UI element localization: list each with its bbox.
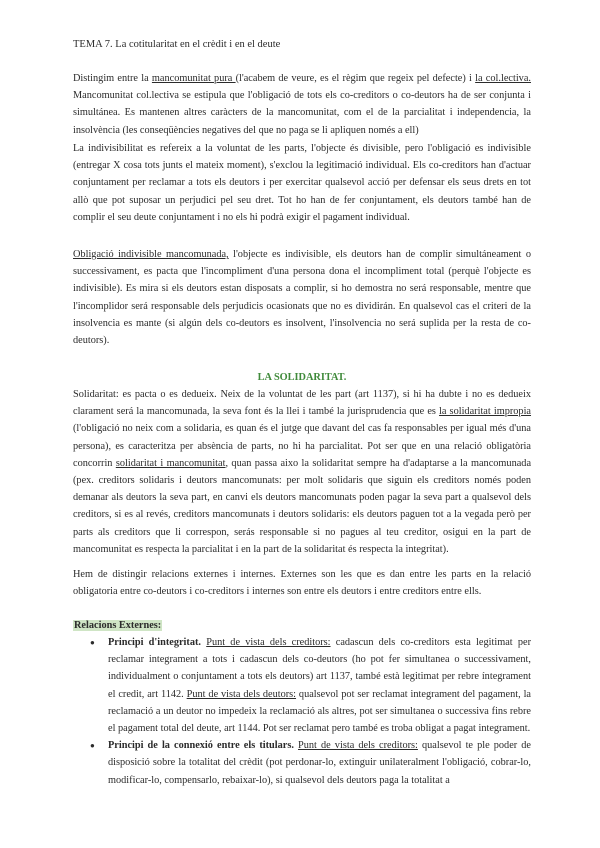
term-mancomunitat-pura: mancomunitat pura — [151, 73, 236, 84]
highlight-relacions-externes: Relacions Externes: — [74, 620, 162, 631]
section-heading-solidaritat: LA SOLIDARITAT. — [257, 372, 347, 383]
term-obligacio-indivisible: Obligació indivisible mancomunada, — [73, 249, 229, 260]
principles-list — [90, 634, 531, 789]
term-solidaritat-mancomunitat: solidaritat i mancomunitat — [115, 457, 226, 469]
paragraph-indivisibilitat: La indivisibilitat es refereix a la voluntat de les parts, l'objecte és divisible, pero l'obligació es indivisible (entregar X cosa tots junts el mateix moment), s'exclou la legitimació individual. Els co-creditors han d'actuar conjuntament per reclamar a tots els deutors i per exercitar qualsevol acció per defensar els seus drets en tot allò que pot suposar un perjudici pel seu dret. Tot ho han de fer conjuntament, els deutors també han de complir el seu deute conjuntament i no els hi podrà exigir el pagament individual. — [73, 143, 531, 223]
term-collectiva: la col.lectiva. — [475, 73, 531, 84]
paragraph-solidaritat: Solidaritat: es pacta o es dedueix. Neix de la voluntat de les part (art 1137), si hi ha dubte i no es dedueix clarament será la mancomunada, la seva font és la llei i també la jurisprudencia que es la solidaritat impropia (l'obligació no neix com a solidaria, es quan és el jutge que davant del cas fa responsables per igual més d'una persona), es caracteritza per absència de parts, no hi ha parcialitat. Pot ser que en una relació obligatòria concorrin solidaritat i mancomunitat, quan passa aixo la solidaritat sempre ha d'adaptarse a la mancomunada (pex. creditors solidaris i deutors mancomunats: per molt solidaris que siguin els creditors només poden demanar als deutors la seva part, en canvi els deutors mancomunats poden pagar la seva part a qualsevol dels creditors, si es al revés, creditors mancomunats i deutors solidaris: els deutors paguen tot a la vegada però per parts als creditors que li correspon, serás responsable si no pagues al teu creditor, osigui en la part de mancomunitat es respecta la parcialitat i en la part de la solidaritat és respecta la integritat). — [73, 389, 532, 555]
paragraph-mancomunitat: Distingim entre la mancomunitat pura (l'acabem de veure, es el règim que regeix pel defecte) i la col.lectiva. Mancomunitat col.lectiva se estipula que l'obligació de tots els co-creditors o co-deutors ha de ser conjunta i simultánea. Es mantenen altres caràcters de la mancomunitat, com el de la parcialitat i independencia, la insolvència (les conseqüències negatives del que no paga se li apliquen només a ell) — [73, 73, 531, 136]
paragraph-obligacio-indivisible: Obligació indivisible mancomunada, l'objecte es indivisible, els deutors han de complir simultáneament o successivament, es pacta que l'incompliment d'una persona dona el incompliment total (perquè l'objecte es indivisible). Es mira si els deutors estan disposats a complir, si ho demostra no será responsable, mentre que l'incomplidor será responsable dels perjudicis ocasionats que no es dividirán. En qualsevol cas el criteri de la insolvencia es mante (si algún dels co-deutors es insolvent, l'insolvencia no será suplida per la resta de co-deutors). — [73, 249, 531, 347]
document-title: TEMA 7. La cotitularitat en el crèdit i en el deute — [73, 39, 281, 50]
paragraph-relacions: Hem de distingir relacions externes i internes. Externes son les que es dan entre les parts en la relació obligatoria entre co-deutors i co-creditors i internes son entre els deutors i entre creditors entre ells. — [73, 569, 531, 598]
list-item-connexio: ● Principi de la connexió entre els titulars. Punt de vista dels creditors: qualsevol te ple poder de disposició sobre la totalitat del crèdit (pot perdonar-lo, extinguir unilateralment l'obligació, cobrar-lo, modificar-lo, compensarlo, rebaixar-lo), si qualsevol dels deutors paga la totalitat a — [90, 737, 531, 789]
term-solidaritat-impropia: la solidaritat impropia — [439, 406, 532, 418]
list-item-integritat: ● Principi d'integritat. Punt de vista dels creditors: cadascun dels co-creditors esta legitimat per reclamar integrament a tots i cadascun dels co-deutors (ho pot fer simultanea o successivament, individualment o conjuntament a tots els deutors) art 1137, també està legitimat per rebre íntegrament el credit, art 1142. Punt de vista dels deutors: qualsevol pot ser reclamat integrament del pagament, la reclamació a un deutor no impedeix la reclamació als altres, pot ser simultanea o successiva fins rebre el pagament total del deute, art 1144. Pot ser reclamat pero també es troba obligat a pagat integrament. — [90, 634, 531, 737]
relacions-externes-label — [73, 617, 531, 634]
